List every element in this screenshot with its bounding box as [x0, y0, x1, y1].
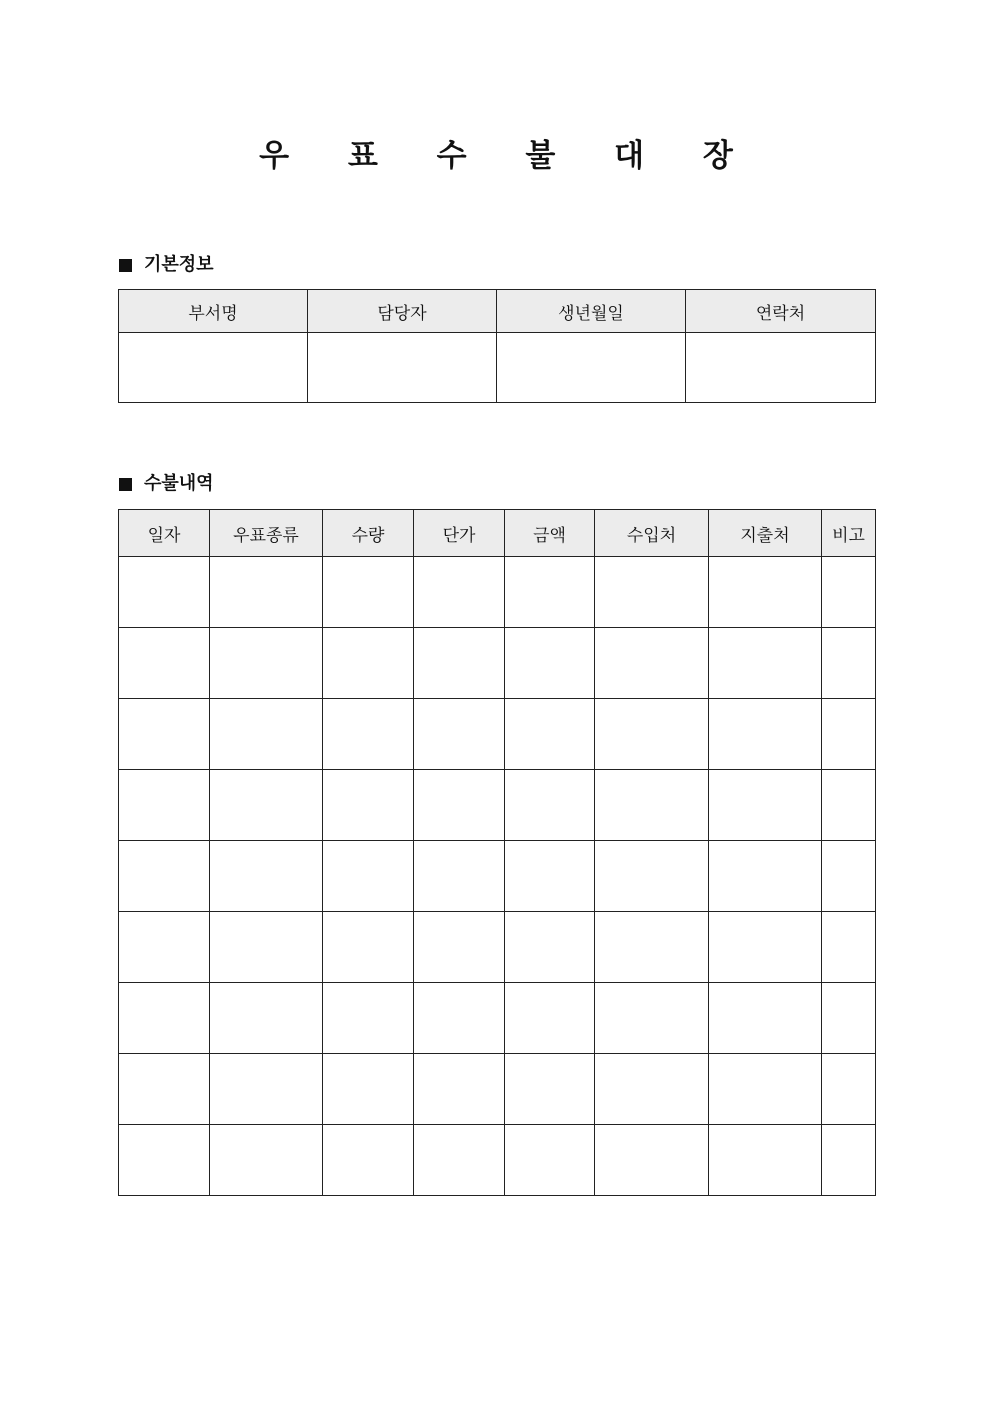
- column-header-remarks: 비고: [822, 510, 876, 557]
- table-cell[interactable]: [414, 1054, 505, 1125]
- column-header-date: 일자: [119, 510, 210, 557]
- ledger-table: [118, 509, 876, 1196]
- table-cell[interactable]: [595, 912, 709, 983]
- table-cell[interactable]: [323, 770, 414, 841]
- table-cell[interactable]: [119, 770, 210, 841]
- table-cell[interactable]: [709, 770, 822, 841]
- table-cell[interactable]: [595, 983, 709, 1054]
- table-cell[interactable]: [323, 912, 414, 983]
- table-cell[interactable]: [323, 1054, 414, 1125]
- table-cell[interactable]: [822, 1125, 876, 1196]
- document-title: 우 표 수 불 대 장: [259, 138, 757, 174]
- table-row: [119, 770, 876, 841]
- table-cell[interactable]: [505, 699, 595, 770]
- table-cell[interactable]: [308, 333, 497, 403]
- table-cell[interactable]: [822, 1054, 876, 1125]
- table-cell[interactable]: [210, 1125, 323, 1196]
- table-row: [119, 557, 876, 628]
- table-header-row: [119, 290, 876, 333]
- table-cell[interactable]: [414, 912, 505, 983]
- table-cell[interactable]: [709, 1054, 822, 1125]
- table-row: [119, 628, 876, 699]
- table-cell[interactable]: [505, 1054, 595, 1125]
- table-cell[interactable]: [595, 770, 709, 841]
- table-cell[interactable]: [505, 912, 595, 983]
- basic-info-table: [118, 289, 876, 403]
- column-header-birthdate: 생년월일: [497, 290, 686, 333]
- column-header-stamp-type: 우표종류: [210, 510, 323, 557]
- table-cell[interactable]: [414, 628, 505, 699]
- table-cell[interactable]: [119, 1054, 210, 1125]
- table-cell[interactable]: [119, 912, 210, 983]
- table-cell[interactable]: [210, 983, 323, 1054]
- table-cell[interactable]: [119, 841, 210, 912]
- table-cell[interactable]: [595, 699, 709, 770]
- column-header-quantity: 수량: [323, 510, 414, 557]
- table-cell[interactable]: [822, 912, 876, 983]
- ledger-heading: [119, 472, 214, 496]
- table-cell[interactable]: [210, 841, 323, 912]
- square-bullet-icon: [119, 478, 132, 491]
- table-cell[interactable]: [505, 770, 595, 841]
- table-cell[interactable]: [595, 1125, 709, 1196]
- table-cell[interactable]: [119, 983, 210, 1054]
- square-bullet-icon: [119, 259, 132, 272]
- table-cell[interactable]: [323, 628, 414, 699]
- table-cell[interactable]: [323, 841, 414, 912]
- table-cell[interactable]: [709, 557, 822, 628]
- table-row: [119, 699, 876, 770]
- table-row: [119, 912, 876, 983]
- table-cell[interactable]: [595, 628, 709, 699]
- table-cell[interactable]: [505, 841, 595, 912]
- table-cell[interactable]: [709, 841, 822, 912]
- column-header-source: 수입처: [595, 510, 709, 557]
- table-cell[interactable]: [119, 628, 210, 699]
- table-cell[interactable]: [709, 699, 822, 770]
- table-cell[interactable]: [119, 557, 210, 628]
- table-cell[interactable]: [414, 770, 505, 841]
- table-row: [119, 841, 876, 912]
- table-cell[interactable]: [210, 912, 323, 983]
- table-row: [119, 1054, 876, 1125]
- table-row: [119, 333, 876, 403]
- column-header-manager: 담당자: [308, 290, 497, 333]
- table-cell[interactable]: [414, 983, 505, 1054]
- column-header-department: 부서명: [119, 290, 308, 333]
- table-cell[interactable]: [505, 628, 595, 699]
- table-header-row: [119, 510, 876, 557]
- table-cell[interactable]: [323, 557, 414, 628]
- table-cell[interactable]: [119, 1125, 210, 1196]
- table-cell[interactable]: [414, 699, 505, 770]
- table-cell[interactable]: [210, 1054, 323, 1125]
- table-cell[interactable]: [323, 983, 414, 1054]
- table-cell[interactable]: [709, 983, 822, 1054]
- table-cell[interactable]: [595, 841, 709, 912]
- column-header-destination: 지출처: [709, 510, 822, 557]
- table-cell[interactable]: [323, 1125, 414, 1196]
- table-cell[interactable]: [414, 841, 505, 912]
- table-cell[interactable]: [709, 1125, 822, 1196]
- column-header-amount: 금액: [505, 510, 595, 557]
- table-cell[interactable]: [210, 699, 323, 770]
- column-header-contact: 연락처: [686, 290, 876, 333]
- table-cell[interactable]: [822, 841, 876, 912]
- table-cell[interactable]: [709, 628, 822, 699]
- table-cell[interactable]: [686, 333, 876, 403]
- table-cell[interactable]: [210, 557, 323, 628]
- table-row: [119, 983, 876, 1054]
- table-cell[interactable]: [497, 333, 686, 403]
- table-cell[interactable]: [119, 699, 210, 770]
- table-cell[interactable]: [323, 699, 414, 770]
- table-cell[interactable]: [119, 333, 308, 403]
- table-cell[interactable]: [414, 1125, 505, 1196]
- table-cell[interactable]: [822, 557, 876, 628]
- table-cell[interactable]: [210, 770, 323, 841]
- table-cell[interactable]: [822, 628, 876, 699]
- table-cell[interactable]: [505, 983, 595, 1054]
- table-cell[interactable]: [414, 557, 505, 628]
- table-cell[interactable]: [595, 1054, 709, 1125]
- table-cell[interactable]: [822, 699, 876, 770]
- table-cell[interactable]: [822, 983, 876, 1054]
- table-cell[interactable]: [822, 770, 876, 841]
- basic-info-heading: [119, 253, 214, 277]
- basic-info-heading-label: 기본정보: [144, 254, 214, 275]
- table-row: [119, 1125, 876, 1196]
- ledger-heading-label: 수불내역: [144, 473, 214, 494]
- table-cell[interactable]: [505, 557, 595, 628]
- table-cell[interactable]: [709, 912, 822, 983]
- table-cell[interactable]: [210, 628, 323, 699]
- table-cell[interactable]: [505, 1125, 595, 1196]
- table-cell[interactable]: [595, 557, 709, 628]
- column-header-unit-price: 단가: [414, 510, 505, 557]
